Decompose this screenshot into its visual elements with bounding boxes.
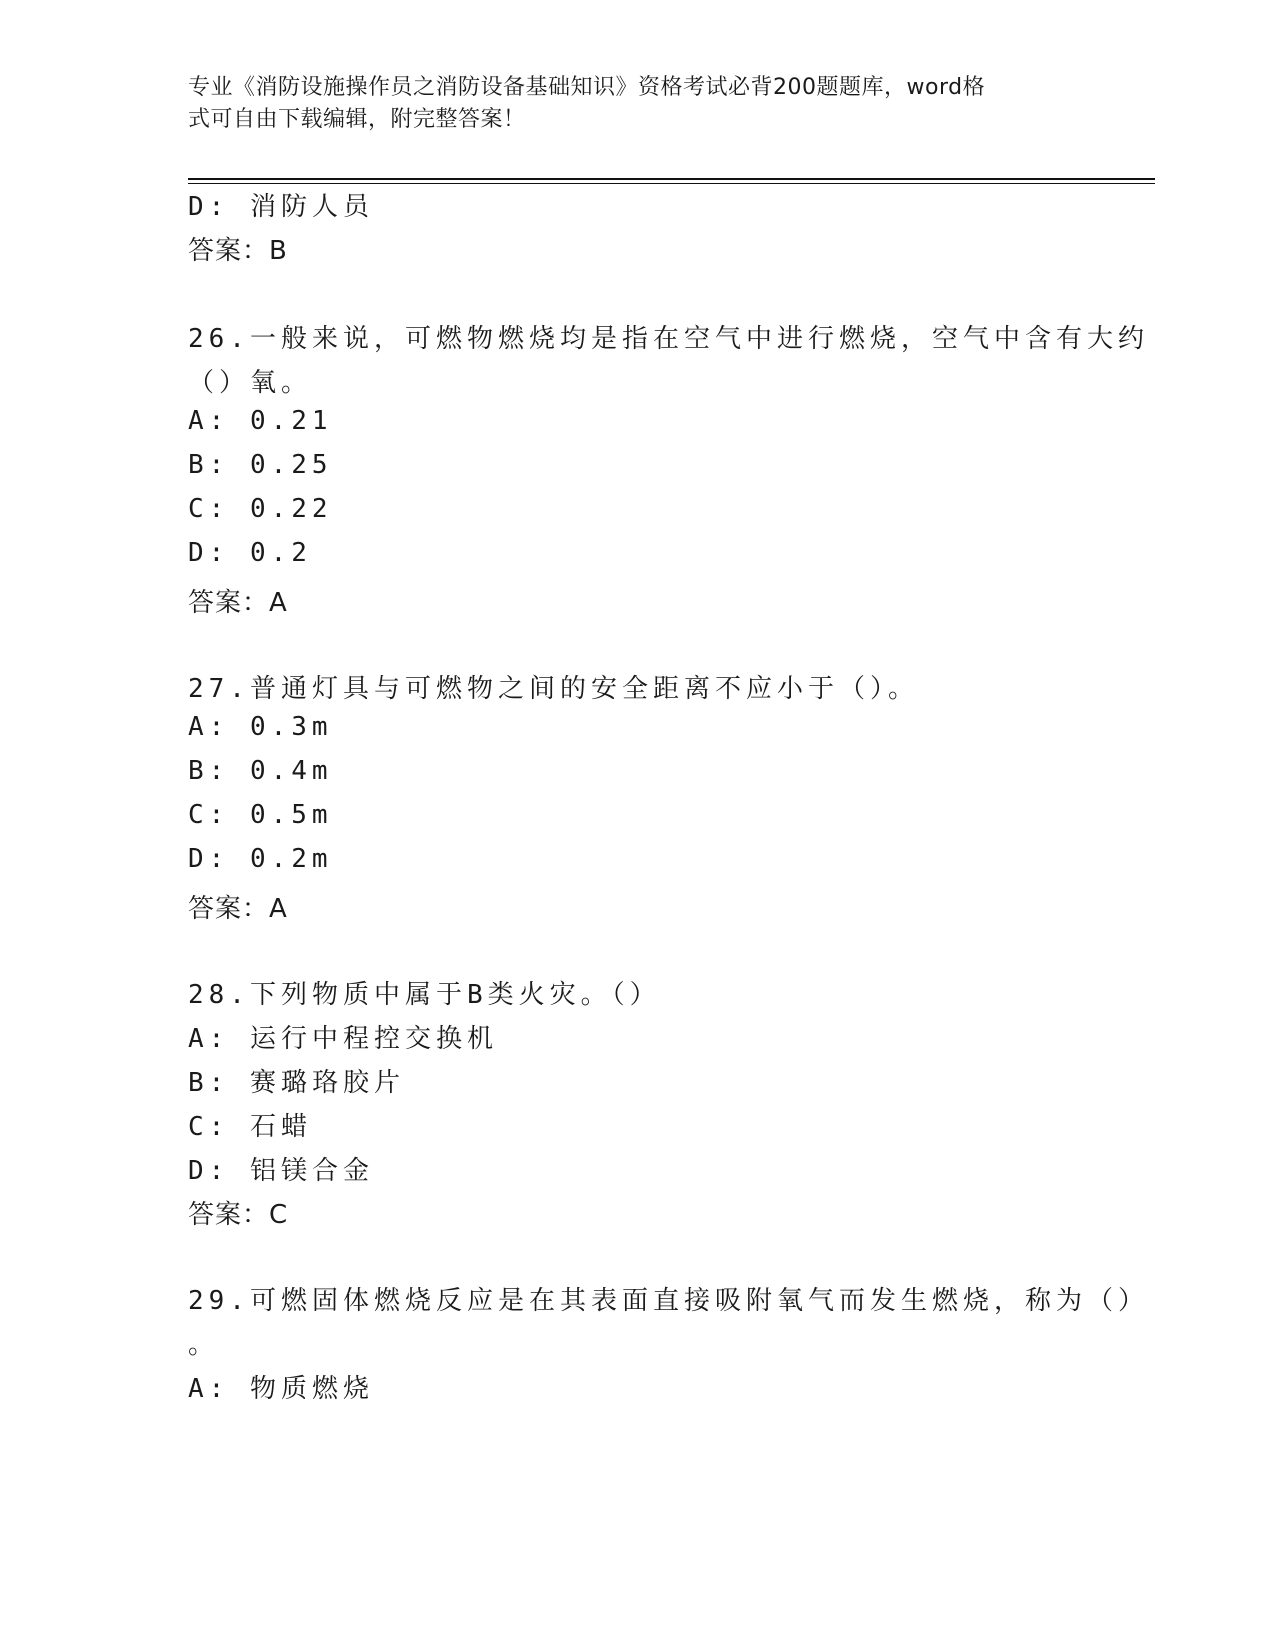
question-26-answer: 答案：A [188, 588, 288, 618]
question-26-option-b: B: 0.25 [188, 450, 333, 480]
question-27-stem: 27.普通灯具与可燃物之间的安全距离不应小于（）。 [188, 674, 919, 704]
question-27-option-c: C: 0.5m [188, 800, 333, 830]
question-26-option-a: A: 0.21 [188, 406, 333, 436]
answer-line: 答案：B [188, 236, 288, 266]
header-divider-thin [188, 183, 1155, 184]
header-title-line-1: 专业《消防设施操作员之消防设备基础知识》资格考试必背200题题库，word格 [188, 75, 986, 100]
question-26-stem-line-1: 26.一般来说，可燃物燃烧均是指在空气中进行燃烧，空气中含有大约 [188, 324, 1149, 354]
question-28-option-b: B: 赛璐珞胶片 [188, 1068, 405, 1098]
question-28-option-d: D: 铝镁合金 [188, 1156, 374, 1186]
question-28-answer: 答案：C [188, 1200, 289, 1230]
question-28-option-c: C: 石蜡 [188, 1112, 312, 1142]
question-27-option-b: B: 0.4m [188, 756, 333, 786]
question-29-option-a: A: 物质燃烧 [188, 1374, 374, 1404]
question-28-option-a: A: 运行中程控交换机 [188, 1024, 498, 1054]
document-header [188, 72, 1078, 136]
question-26-option-d: D: 0.2 [188, 538, 312, 568]
header-title-line-2: 式可自由下载编辑，附完整答案！ [188, 107, 526, 132]
question-27-option-a: A: 0.3m [188, 712, 333, 742]
option-d: D: 消防人员 [188, 192, 374, 222]
question-27-answer: 答案：A [188, 894, 288, 924]
question-26-stem-line-2: （）氧。 [188, 368, 313, 398]
question-29-stem-line-2: 。 [188, 1330, 220, 1360]
header-divider-thick [188, 178, 1155, 180]
question-28-stem: 28.下列物质中属于B类火灾。（） [188, 980, 661, 1010]
question-29-stem-line-1: 29.可燃固体燃烧反应是在其表面直接吸附氧气而发生燃烧，称为（） [188, 1286, 1149, 1316]
question-26-option-c: C: 0.22 [188, 494, 333, 524]
question-27-option-d: D: 0.2m [188, 844, 333, 874]
